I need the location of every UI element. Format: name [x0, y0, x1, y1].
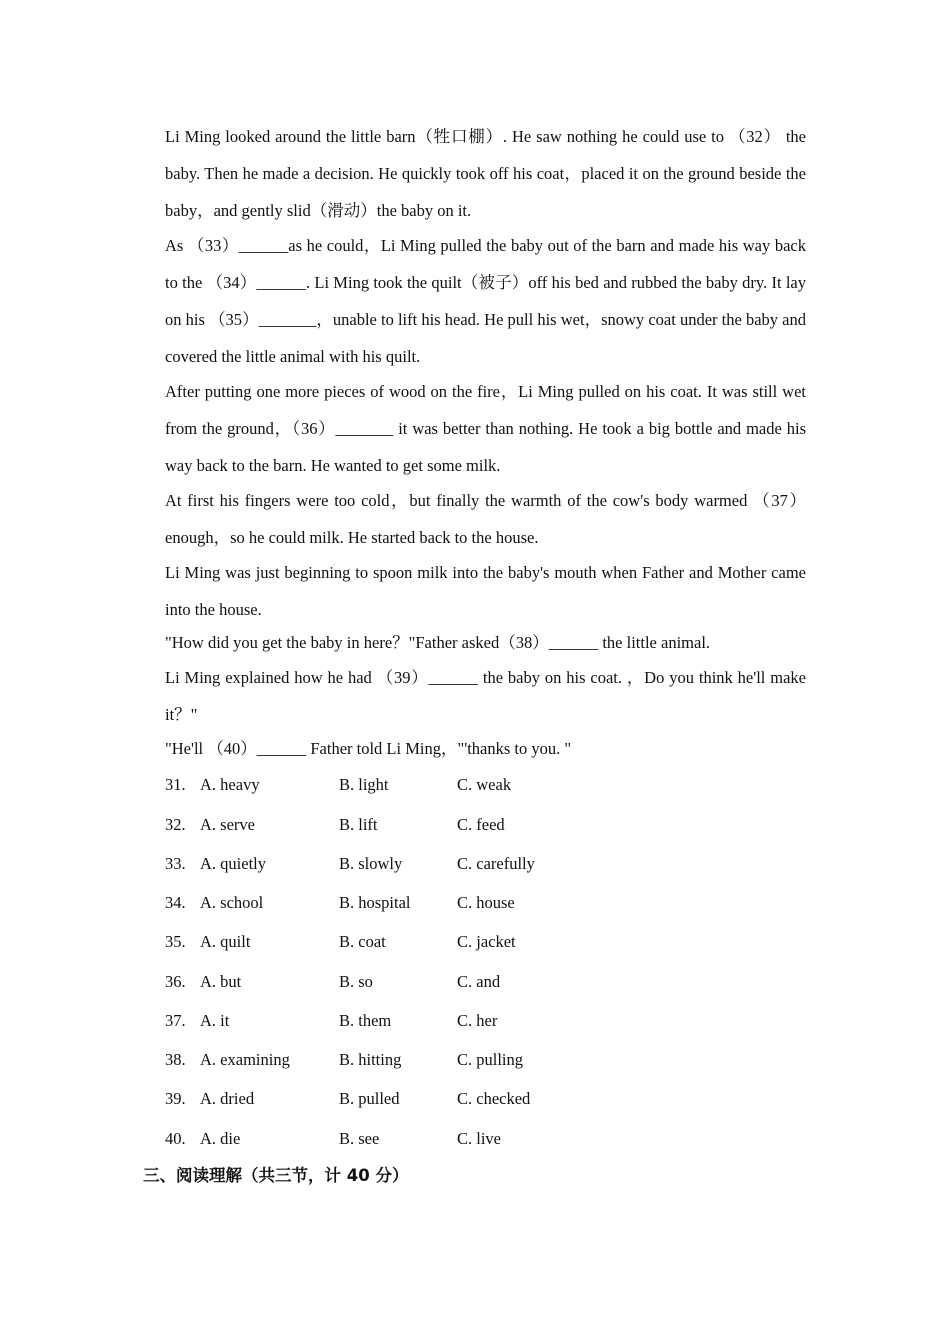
- question-row: [165, 1088, 765, 1110]
- question-number: 36.: [165, 972, 186, 991]
- option-c: C. checked: [457, 1089, 531, 1108]
- option-c: C. jacket: [457, 932, 516, 951]
- option-a: A. heavy: [200, 775, 260, 794]
- passage-paragraph-2: As （33）______as he could，Li Ming pulled the baby out of the barn and made his way back to the （34）______. Li Ming took the quilt（被子）off his bed and rubbed the baby dry. It lay on his （35）_______，unable to lift his head. He pull his wet，snowy coat under the baby and covered the little animal with his quilt.: [165, 236, 806, 366]
- option-c: C. her: [457, 1011, 498, 1030]
- option-a: A. examining: [200, 1050, 290, 1069]
- option-c: C. live: [457, 1129, 501, 1148]
- option-a: A. dried: [200, 1089, 255, 1108]
- option-b: B. see: [339, 1129, 380, 1148]
- question-number: 37.: [165, 1011, 186, 1030]
- passage-paragraph-5: Li Ming was just beginning to spoon milk into the baby's mouth when Father and Mother came into the house.: [165, 563, 806, 619]
- option-b: B. pulled: [339, 1089, 400, 1108]
- question-row: [165, 971, 765, 993]
- option-c: C. pulling: [457, 1050, 524, 1069]
- option-a: A. quilt: [200, 932, 251, 951]
- question-number: 40.: [165, 1129, 186, 1148]
- passage-paragraph-1: Li Ming looked around the little barn（牲口棚）. He saw nothing he could use to （32） the baby. Then he made a decision. He quickly took off his coat，placed it on the ground beside the baby，and gently slid（滑动）the baby on it.: [165, 127, 806, 220]
- option-c: C. feed: [457, 815, 505, 834]
- question-row: [165, 892, 765, 914]
- option-b: B. lift: [339, 815, 378, 834]
- question-number: 39.: [165, 1089, 186, 1108]
- option-b: B. light: [339, 775, 389, 794]
- option-c: C. weak: [457, 775, 512, 794]
- option-b: B. coat: [339, 932, 386, 951]
- option-a: A. die: [200, 1129, 241, 1148]
- option-a: A. serve: [200, 815, 255, 834]
- section-heading: 三、阅读理解（共三节，计 40 分）: [143, 1166, 409, 1185]
- question-row: [165, 814, 765, 836]
- option-c: C. and: [457, 972, 501, 991]
- option-b: B. hospital: [339, 893, 411, 912]
- passage-paragraph-6: "How did you get the baby in here？"Father asked（38）______ the little animal.: [165, 633, 711, 652]
- question-row: [165, 1010, 765, 1032]
- question-number: 34.: [165, 893, 186, 912]
- question-row: [165, 1128, 765, 1150]
- passage-paragraph-8: "He'll （40）______ Father told Li Ming，"'thanks to you. ": [165, 739, 572, 758]
- passage-paragraph-3: After putting one more pieces of wood on the fire，Li Ming pulled on his coat. It was still wet from the ground，（36）_______ it was better than nothing. He took a big bottle and made his way back to the barn. He wanted to get some milk.: [165, 382, 806, 475]
- question-row: [165, 774, 765, 796]
- option-c: C. carefully: [457, 854, 535, 873]
- question-row: [165, 853, 765, 875]
- option-b: B. so: [339, 972, 373, 991]
- option-a: A. school: [200, 893, 264, 912]
- question-row: [165, 931, 765, 953]
- option-a: A. but: [200, 972, 242, 991]
- question-number: 32.: [165, 815, 186, 834]
- option-b: B. slowly: [339, 854, 403, 873]
- option-b: B. hitting: [339, 1050, 402, 1069]
- question-number: 38.: [165, 1050, 186, 1069]
- question-number: 33.: [165, 854, 186, 873]
- option-b: B. them: [339, 1011, 392, 1030]
- option-a: A. quietly: [200, 854, 266, 873]
- question-row: [165, 1049, 765, 1071]
- option-c: C. house: [457, 893, 515, 912]
- question-number: 35.: [165, 932, 186, 951]
- passage-paragraph-4: At first his fingers were too cold，but finally the warmth of the cow's body warmed （37） enough，so he could milk. He started back to the house.: [165, 491, 806, 547]
- question-number: 31.: [165, 775, 186, 794]
- option-a: A. it: [200, 1011, 230, 1030]
- passage-paragraph-7: Li Ming explained how he had （39）______ the baby on his coat. ，Do you think he'll make it？": [165, 668, 806, 724]
